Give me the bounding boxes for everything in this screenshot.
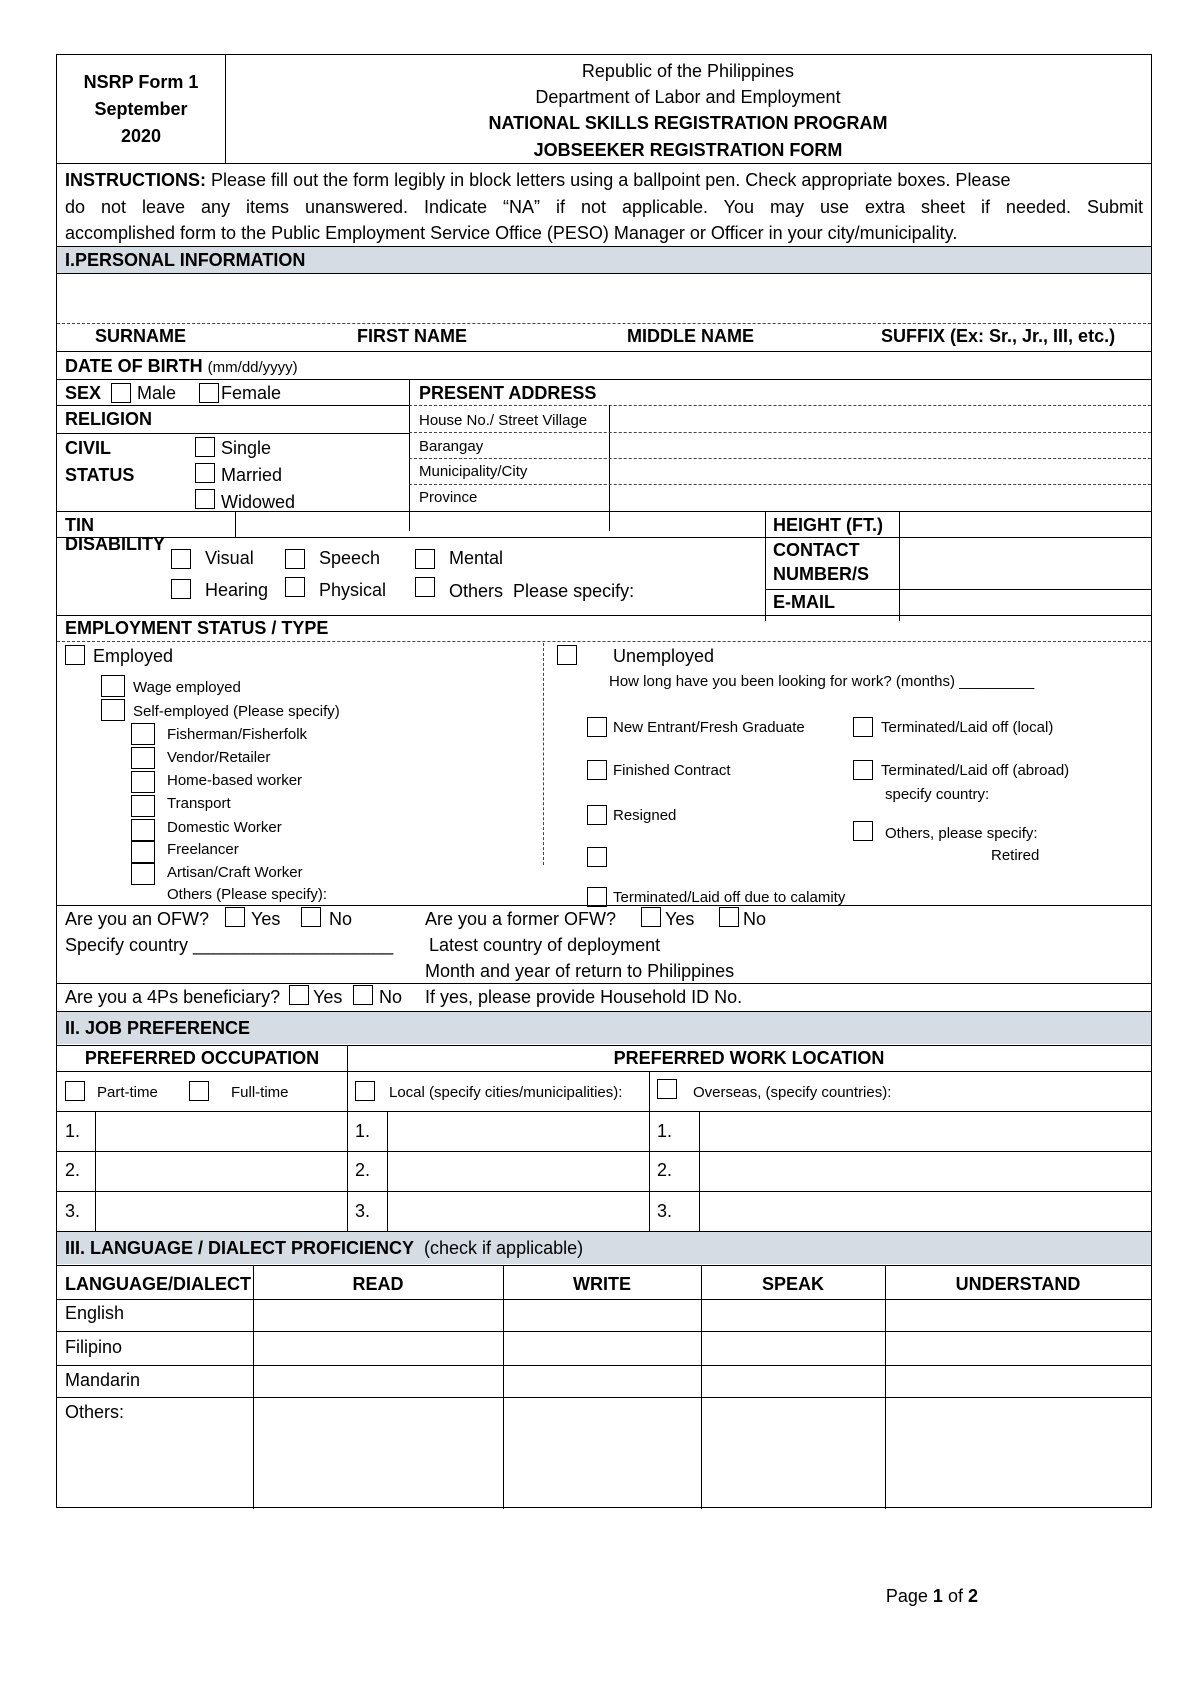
specify-country-label: specify country: (885, 786, 990, 803)
lang-row-others-checks[interactable] (255, 1398, 1151, 1506)
occupation-input-2[interactable] (97, 1152, 385, 1190)
lang-row-filipino-checks[interactable] (255, 1332, 1151, 1364)
overseas-checkbox[interactable] (657, 1079, 677, 1099)
sex-female-label: Female (221, 383, 282, 403)
lang-row-english: English (65, 1303, 125, 1323)
form-title: JOBSEEKER REGISTRATION FORM (533, 140, 843, 160)
disability-others-checkbox[interactable] (415, 577, 435, 597)
col-write: WRITE (573, 1274, 631, 1294)
email-input[interactable] (901, 590, 1151, 614)
ofw-yes-checkbox[interactable] (225, 907, 245, 927)
overseas-input-2[interactable] (701, 1152, 1151, 1190)
tin-label: TIN (65, 515, 94, 535)
fourps-question: Are you a 4Ps beneficiary? (65, 987, 281, 1007)
calamity-checkbox[interactable] (587, 887, 607, 907)
overseas-num-1: 1. (657, 1121, 673, 1141)
program-title: NATIONAL SKILLS REGISTRATION PROGRAM (488, 113, 888, 133)
term-abroad-checkbox[interactable] (853, 760, 873, 780)
occupation-num-3: 3. (65, 1201, 81, 1221)
fourps-no-label: No (379, 987, 403, 1007)
overseas-num-2: 2. (657, 1160, 673, 1180)
month-year-return-label: Month and year of return to Philippines (425, 961, 735, 981)
contact-input[interactable] (901, 538, 1151, 588)
col-read: READ (352, 1274, 404, 1294)
tin-input[interactable] (237, 512, 763, 536)
addr-province-input[interactable] (611, 485, 1151, 510)
civil-married-checkbox[interactable] (195, 463, 215, 483)
employed-label: Employed (93, 646, 174, 666)
term-local-checkbox[interactable] (853, 717, 873, 737)
civil-status-label-1: CIVIL (65, 438, 112, 458)
addr-street-label: House No./ Street Village (419, 412, 588, 429)
page-number: Page 1 of 2 (885, 1586, 978, 1606)
occupation-num-1: 1. (65, 1121, 81, 1141)
dob-label: DATE OF BIRTH (mm/dd/yyyy) (65, 356, 298, 376)
former-ofw-no-checkbox[interactable] (719, 907, 739, 927)
employment-title: EMPLOYMENT STATUS / TYPE (65, 618, 329, 638)
finished-contract-label: Finished Contract (613, 762, 731, 779)
civil-married-label: Married (221, 465, 283, 485)
disability-speech-label: Speech (319, 548, 381, 568)
form-year: 2020 (120, 126, 162, 146)
sex-male-label: Male (137, 383, 177, 403)
disability-visual-label: Visual (205, 548, 254, 568)
lang-row-filipino: Filipino (65, 1337, 123, 1357)
addr-barangay-input[interactable] (611, 433, 1151, 458)
wage-employed-checkbox[interactable] (101, 675, 125, 697)
full-time-checkbox[interactable] (189, 1081, 209, 1101)
civil-single-label: Single (221, 438, 272, 458)
lang-row-mandarin: Mandarin (65, 1370, 141, 1390)
sex-label: SEX (65, 383, 102, 403)
others-unemployed-label: Others, please specify: (885, 825, 1038, 842)
civil-single-checkbox[interactable] (195, 437, 215, 457)
section-title-personal: I.PERSONAL INFORMATION (65, 250, 306, 270)
finished-contract-checkbox[interactable] (587, 760, 607, 780)
overseas-input-1[interactable] (701, 1112, 1151, 1150)
overseas-input-3[interactable] (701, 1192, 1151, 1230)
email-label: E-MAIL (773, 592, 835, 612)
addr-barangay-label: Barangay (419, 438, 484, 455)
retired-label: Retired (991, 847, 1040, 864)
preferred-location-label: PREFERRED WORK LOCATION (613, 1048, 885, 1068)
others-specify-label: Others (Please specify): (167, 886, 328, 903)
disability-speech-checkbox[interactable] (285, 549, 305, 569)
sex-female-checkbox[interactable] (199, 383, 219, 403)
department-label: Department of Labor and Employment (535, 87, 841, 107)
looking-for-work-label: How long have you been looking for work? (months) _________ (609, 673, 1035, 690)
fourps-no-checkbox[interactable] (353, 985, 373, 1005)
ofw-yes-label: Yes (251, 909, 281, 929)
surname-label: SURNAME (95, 326, 187, 346)
middle-name-label: MIDDLE NAME (627, 326, 754, 346)
disability-label: DISABILITY (65, 534, 166, 554)
religion-label: RELIGION (65, 409, 153, 429)
fisherman-checkbox[interactable] (131, 723, 155, 745)
household-id-label: If yes, please provide Household ID No. (425, 987, 743, 1007)
former-ofw-yes-checkbox[interactable] (641, 907, 661, 927)
disability-mental-checkbox[interactable] (415, 549, 435, 569)
local-input-2[interactable] (389, 1152, 647, 1190)
col-speak: SPEAK (761, 1274, 824, 1294)
domestic-checkbox[interactable] (131, 819, 155, 841)
local-num-1: 1. (355, 1121, 371, 1141)
col-understand: UNDERSTAND (955, 1274, 1081, 1294)
self-employed-label: Self-employed (Please specify) (133, 703, 340, 720)
addr-city-input[interactable] (611, 459, 1151, 484)
resigned-label: Resigned (613, 807, 677, 824)
local-checkbox[interactable] (355, 1081, 375, 1101)
transport-label: Transport (167, 795, 231, 812)
disability-mental-label: Mental (449, 548, 504, 568)
registration-form (56, 54, 1152, 1508)
home-based-checkbox[interactable] (131, 771, 155, 793)
disability-hearing-label: Hearing (205, 580, 269, 600)
local-input-1[interactable] (389, 1112, 647, 1150)
wage-employed-label: Wage employed (133, 679, 241, 696)
calamity-label: Terminated/Laid off due to calamity (613, 889, 846, 906)
self-employed-checkbox[interactable] (101, 699, 125, 721)
latest-country-label: Latest country of deployment (429, 935, 661, 955)
part-time-checkbox[interactable] (65, 1081, 85, 1101)
address-label: PRESENT ADDRESS (419, 383, 597, 403)
instructions-line-2: do not leave any items unanswered. Indicate “NA” if not applicable. You may use extra sheet if needed. Submit (65, 197, 1143, 217)
domestic-label: Domestic Worker (167, 819, 282, 836)
fisherman-label: Fisherman/Fisherfolk (167, 726, 308, 743)
unemployed-label: Unemployed (613, 646, 715, 666)
suffix-label: SUFFIX (Ex: Sr., Jr., III, etc.) (881, 326, 1116, 346)
overseas-label: Overseas, (specify countries): (693, 1084, 892, 1101)
ofw-no-checkbox[interactable] (301, 907, 321, 927)
preferred-occupation-label: PREFERRED OCCUPATION (84, 1048, 320, 1068)
height-input[interactable] (901, 512, 1151, 536)
form-id: NSRP Form 1 (83, 72, 199, 92)
republic-label: Republic of the Philippines (581, 61, 795, 81)
ofw-specify-country: Specify country ____________________ (65, 935, 394, 955)
former-ofw-question: Are you a former OFW? (425, 909, 617, 929)
height-label: HEIGHT (FT.) (773, 515, 883, 535)
occupation-input-3[interactable] (97, 1192, 385, 1230)
col-language: LANGUAGE/DIALECT (65, 1274, 251, 1294)
artisan-checkbox[interactable] (131, 863, 155, 885)
contact-label-1: CONTACT (773, 540, 860, 560)
section-title-language: III. LANGUAGE / DIALECT PROFICIENCY (check if applicable) (65, 1238, 584, 1258)
section-title-job: II. JOB PREFERENCE (65, 1018, 251, 1038)
employed-checkbox[interactable] (65, 645, 85, 665)
term-local-label: Terminated/Laid off (local) (881, 719, 1054, 736)
sex-male-checkbox[interactable] (111, 383, 131, 403)
local-label: Local (specify cities/municipalities): (389, 1084, 623, 1101)
civil-widowed-label: Widowed (221, 492, 296, 512)
lang-row-english-checks[interactable] (255, 1300, 1151, 1330)
form-month: September (94, 99, 188, 119)
resigned-checkbox[interactable] (587, 805, 607, 825)
disability-physical-checkbox[interactable] (285, 577, 305, 597)
new-entrant-label: New Entrant/Fresh Graduate (613, 719, 805, 736)
freelancer-label: Freelancer (167, 841, 239, 858)
occupation-num-2: 2. (65, 1160, 81, 1180)
fourps-yes-label: Yes (313, 987, 343, 1007)
ofw-no-label: No (329, 909, 353, 929)
disability-hearing-checkbox[interactable] (171, 579, 191, 599)
new-entrant-checkbox[interactable] (587, 717, 607, 737)
full-time-label: Full-time (231, 1084, 289, 1101)
civil-status-label-2: STATUS (65, 465, 135, 485)
unemployed-checkbox[interactable] (557, 645, 577, 665)
overseas-num-3: 3. (657, 1201, 673, 1221)
former-ofw-yes-label: Yes (665, 909, 695, 929)
disability-others-label: Others Please specify: (449, 581, 635, 601)
part-time-label: Part-time (97, 1084, 158, 1101)
instructions-line-3: accomplished form to the Public Employment Service Office (PESO) Manager or Officer in your city/municipality. (65, 223, 958, 243)
vendor-label: Vendor/Retailer (167, 749, 271, 766)
lang-row-mandarin-checks[interactable] (255, 1366, 1151, 1396)
freelancer-checkbox[interactable] (131, 841, 155, 863)
lang-row-others: Others: (65, 1402, 125, 1422)
others-unemployed-checkbox[interactable] (853, 821, 873, 841)
disability-physical-label: Physical (319, 580, 387, 600)
vendor-checkbox[interactable] (131, 747, 155, 769)
disability-visual-checkbox[interactable] (171, 549, 191, 569)
first-name-label: FIRST NAME (357, 326, 467, 346)
fourps-yes-checkbox[interactable] (289, 985, 309, 1005)
contact-label-2: NUMBER/S (773, 564, 870, 584)
addr-street-input[interactable] (611, 406, 1151, 431)
home-based-label: Home-based worker (167, 772, 303, 789)
ofw-question: Are you an OFW? (65, 909, 210, 929)
retired-checkbox[interactable] (587, 847, 607, 867)
addr-city-label: Municipality/City (419, 463, 528, 480)
civil-widowed-checkbox[interactable] (195, 489, 215, 509)
name-input-area[interactable] (57, 274, 1151, 322)
former-ofw-no-label: No (743, 909, 767, 929)
local-num-3: 3. (355, 1201, 371, 1221)
local-num-2: 2. (355, 1160, 371, 1180)
transport-checkbox[interactable] (131, 795, 155, 817)
instructions-line-1: INSTRUCTIONS: Please fill out the form legibly in block letters using a ballpoint pen. Check appropriate boxes. Please (65, 170, 1011, 190)
addr-province-label: Province (419, 489, 478, 506)
artisan-label: Artisan/Craft Worker (167, 864, 303, 881)
occupation-input-1[interactable] (97, 1112, 385, 1150)
local-input-3[interactable] (389, 1192, 647, 1230)
term-abroad-label: Terminated/Laid off (abroad) (881, 762, 1070, 779)
